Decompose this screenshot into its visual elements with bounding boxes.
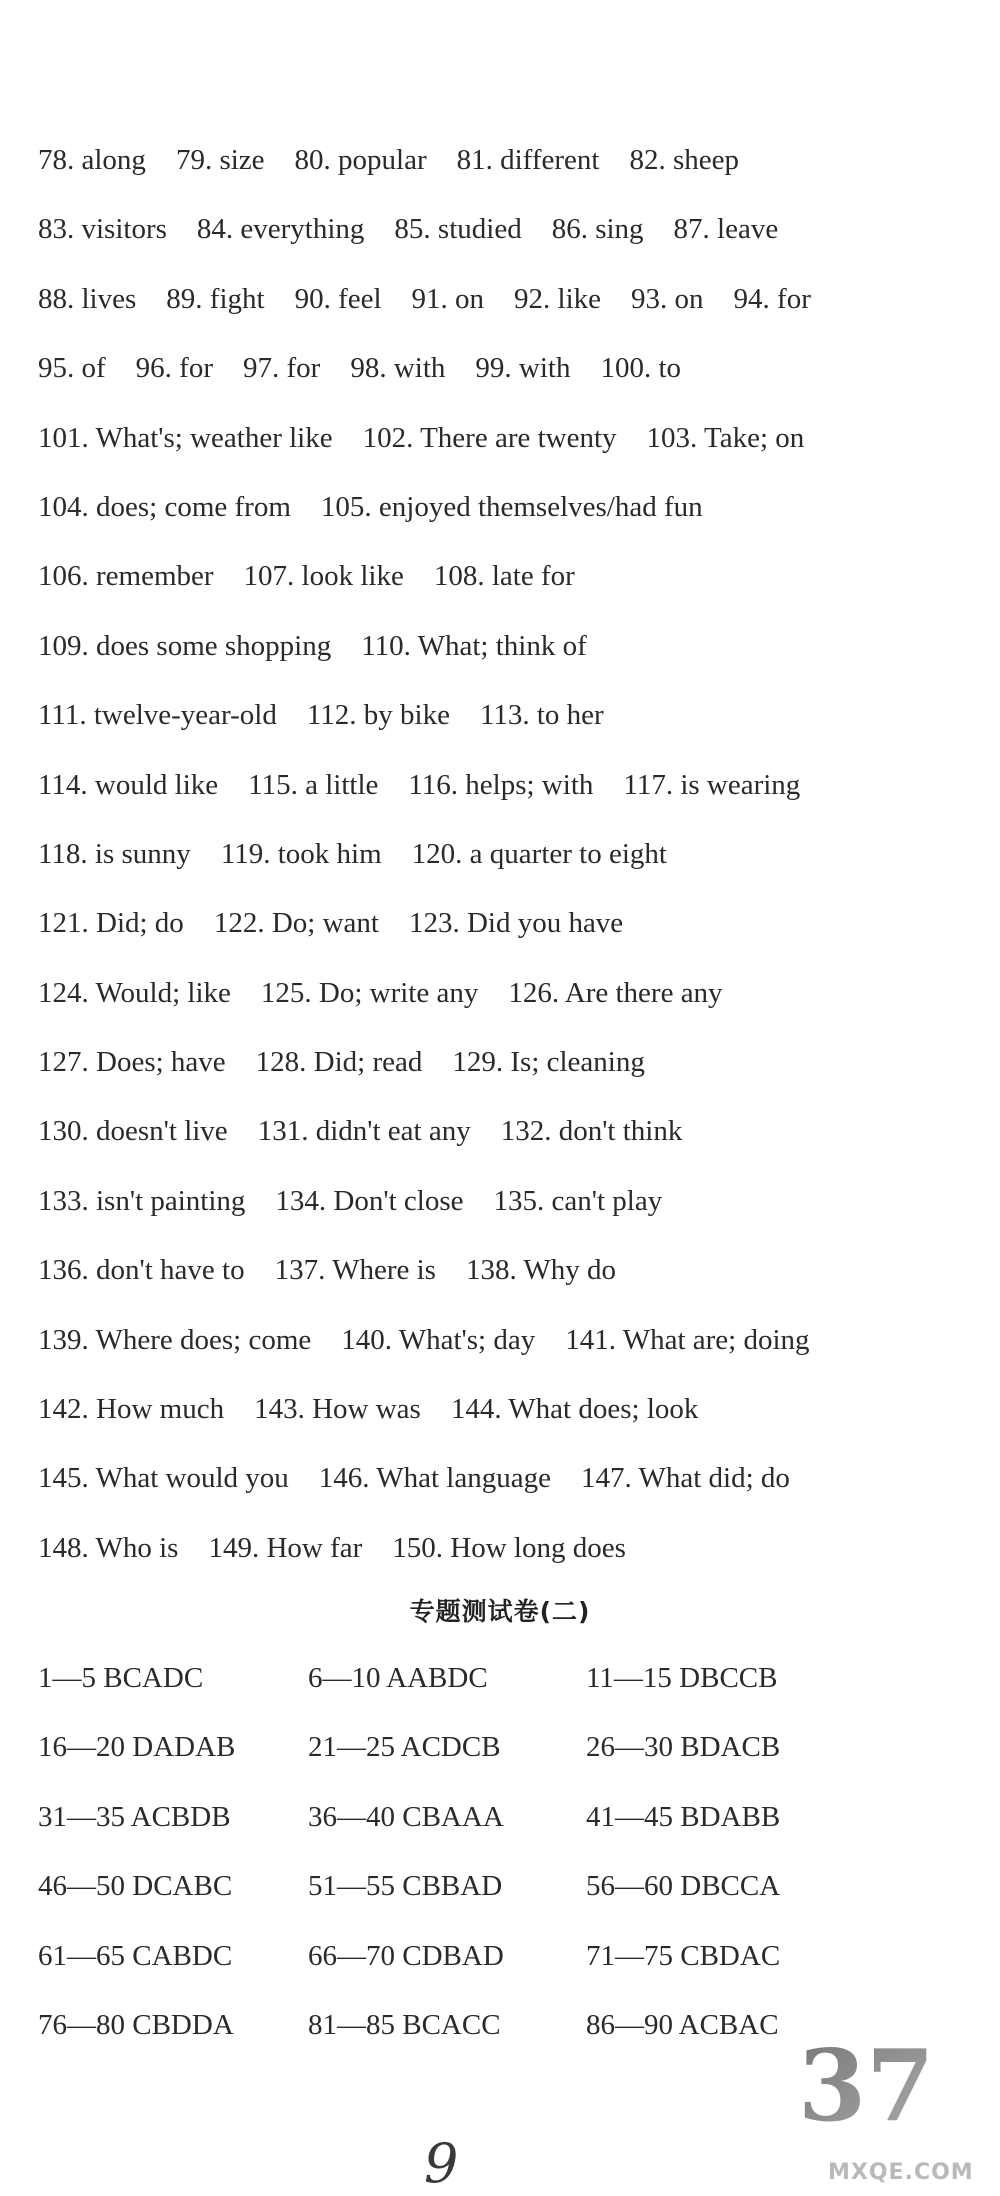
answer-item: 94. for (733, 282, 811, 315)
answer-item: 100. to (600, 352, 682, 385)
choice-cell: 1—5 BCADC (38, 1662, 204, 1694)
answer-item: 130. doesn't live (38, 1115, 228, 1148)
answer-item: 78. along (38, 144, 146, 176)
answer-item: 116. helps; with (408, 768, 594, 801)
choice-cell: 66—70 CDBAD (308, 1939, 504, 1972)
choice-cell: 56—60 DBCCA (586, 1870, 781, 1903)
choice-cell: 11—15 DBCCB (586, 1662, 778, 1694)
answer-item: 102. There are twenty (362, 421, 617, 454)
answer-line (38, 765, 978, 834)
answer-item: 126. Are there any (508, 976, 723, 1009)
choice-cell: 41—45 BDABB (586, 1800, 781, 1833)
choice-cell: 31—35 ACBDB (38, 1800, 231, 1833)
answer-item: 112. by bike (306, 699, 450, 732)
page-number: 37 (798, 2040, 935, 2130)
answer-line (38, 834, 978, 903)
answer-item: 122. Do; want (213, 907, 379, 940)
answer-item: 106. remember (38, 560, 214, 593)
answer-item: 109. does some shopping (38, 629, 332, 662)
answer-line (38, 1250, 978, 1319)
answer-line (38, 1320, 978, 1389)
choice-cell: 81—85 BCACC (308, 2008, 501, 2041)
choice-cell: 76—80 CBDDA (38, 2008, 234, 2041)
answer-item: 131. didn't eat any (257, 1115, 471, 1148)
choice-row (38, 1936, 978, 2005)
answer-item: 91. on (411, 282, 485, 315)
answer-item: 129. Is; cleaning (452, 1046, 645, 1079)
answer-item: 90. feel (294, 282, 382, 315)
answer-item: 114. would like (38, 768, 219, 801)
answer-list (38, 140, 978, 1597)
choice-answer-grid (38, 1658, 978, 2074)
answer-item: 85. studied (394, 213, 522, 246)
answer-item: 142. How much (38, 1393, 225, 1426)
answer-item: 128. Did; read (255, 1046, 423, 1079)
answer-item: 149. How far (208, 1531, 363, 1564)
choice-cell: 71—75 CBDAC (586, 1939, 781, 1972)
choice-cell: 86—90 ACBAC (586, 2008, 779, 2041)
answer-item: 87. leave (673, 213, 779, 246)
answer-line (38, 1528, 978, 1597)
choice-row (38, 1797, 978, 1866)
answer-item: 133. isn't painting (38, 1184, 246, 1217)
answer-line (38, 1389, 978, 1458)
answer-item: 92. like (514, 282, 602, 315)
answer-item: 144. What does; look (450, 1393, 699, 1426)
answer-item: 111. twelve-year-old (38, 699, 277, 732)
answer-line (38, 418, 978, 487)
answer-line (38, 1111, 978, 1180)
answer-item: 105. enjoyed themselves/had fun (320, 490, 703, 523)
answer-item: 137. Where is (274, 1254, 436, 1287)
answer-line (38, 279, 978, 348)
answer-item: 123. Did you have (408, 907, 624, 940)
answer-line (38, 626, 978, 695)
answer-item: 97. for (243, 352, 321, 385)
answer-line (38, 140, 978, 209)
answer-item: 141. What are; doing (565, 1323, 810, 1356)
answer-item: 127. Does; have (38, 1046, 226, 1079)
answer-item: 98. with (350, 352, 446, 385)
answer-item: 84. everything (196, 213, 365, 246)
answer-line (38, 209, 978, 278)
choice-cell: 26—30 BDACB (586, 1731, 781, 1764)
answer-item: 88. lives (38, 282, 137, 315)
answer-line (38, 973, 978, 1042)
choice-cell: 36—40 CBAAA (308, 1800, 504, 1833)
answer-item: 89. fight (166, 282, 265, 315)
answer-item: 101. What's; weather like (38, 421, 333, 454)
answer-item: 79. size (175, 144, 265, 176)
answer-item: 146. What language (318, 1462, 551, 1495)
answer-item: 143. How was (254, 1393, 421, 1426)
answer-item: 83. visitors (38, 213, 167, 246)
answer-item: 110. What; think of (361, 629, 587, 662)
answer-item: 80. popular (294, 144, 427, 176)
choice-cell: 6—10 AABDC (308, 1662, 488, 1694)
answer-item: 115. a little (248, 768, 379, 801)
choice-row (38, 1866, 978, 1935)
answer-item: 136. don't have to (38, 1254, 245, 1287)
answer-line (38, 487, 978, 556)
answer-item: 147. What did; do (580, 1462, 790, 1495)
answer-item: 150. How long does (392, 1531, 626, 1564)
answer-item: 124. Would; like (38, 976, 231, 1009)
answer-line (38, 1042, 978, 1111)
answer-item: 96. for (135, 352, 213, 385)
answer-item: 119. took him (220, 837, 382, 870)
answer-line (38, 556, 978, 625)
answer-item: 117. is wearing (623, 768, 801, 801)
answer-item: 145. What would you (38, 1462, 289, 1495)
answer-item: 107. look like (243, 560, 404, 593)
answer-line (38, 1458, 978, 1527)
answer-item: 135. can't play (493, 1184, 663, 1217)
answer-item: 121. Did; do (38, 907, 184, 940)
answer-item: 140. What's; day (341, 1323, 536, 1356)
answer-item: 139. Where does; come (38, 1323, 312, 1356)
answer-item: 125. Do; write any (260, 976, 479, 1009)
answer-item: 118. is sunny (38, 837, 191, 870)
page-number-stamp (790, 2040, 950, 2130)
answer-item: 82. sheep (629, 144, 739, 176)
answer-item: 93. on (631, 282, 704, 315)
answer-line (38, 903, 978, 972)
handwritten-mark (420, 2130, 460, 2196)
answer-item: 104. does; come from (38, 490, 291, 523)
answer-item: 148. Who is (38, 1531, 179, 1564)
watermark: MXQE.COM (828, 2160, 974, 2185)
answer-item: 99. with (475, 352, 571, 385)
answer-line (38, 348, 978, 417)
answer-line (38, 1181, 978, 1250)
handwritten-digit: 9 (424, 2132, 459, 2195)
section-title: 专题测试卷(二) (409, 1597, 591, 1626)
answer-item: 103. Take; on (646, 421, 805, 454)
answer-item: 113. to her (479, 699, 604, 732)
answer-item: 95. of (38, 352, 106, 385)
choice-row (38, 1727, 978, 1796)
answer-item: 81. different (456, 144, 600, 176)
answer-item: 86. sing (551, 213, 644, 246)
answer-item: 138. Why do (465, 1254, 617, 1287)
choice-cell: 46—50 DCABC (38, 1870, 233, 1903)
choice-cell: 51—55 CBBAD (308, 1870, 503, 1903)
choice-cell: 16—20 DADAB (38, 1731, 236, 1764)
answer-item: 120. a quarter to eight (411, 837, 667, 870)
choice-cell: 61—65 CABDC (38, 1939, 233, 1972)
answer-item: 132. don't think (500, 1115, 683, 1148)
answer-line (38, 695, 978, 764)
answer-item: 108. late for (433, 560, 575, 593)
answer-item: 134. Don't close (275, 1184, 464, 1217)
choice-row (38, 1658, 978, 1727)
choice-cell: 21—25 ACDCB (308, 1731, 501, 1764)
